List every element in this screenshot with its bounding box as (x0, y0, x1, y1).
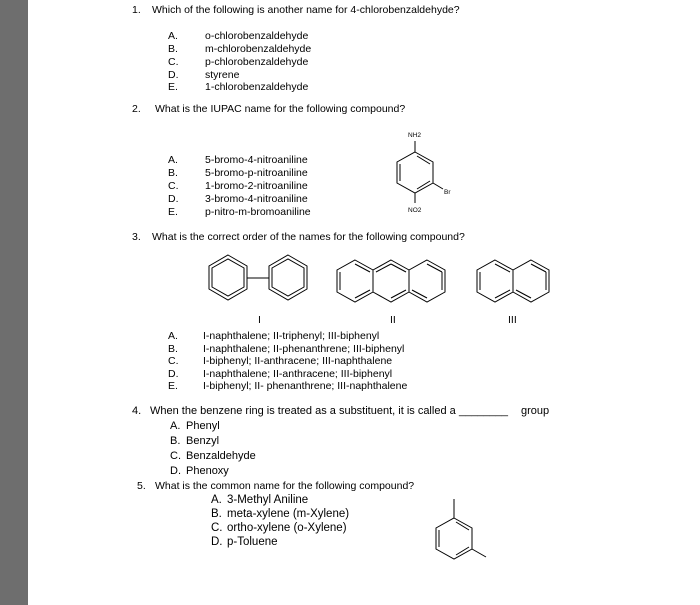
q1-option-e-letter: E. (168, 81, 178, 93)
q3-structure-iii-naphthalene (470, 252, 560, 312)
q5-option-c[interactable]: ortho-xylene (o-Xylene) (227, 522, 347, 534)
q3-option-e-letter: E. (168, 380, 178, 392)
q1-text: Which of the following is another name for 4-chlorobenzaldehyde? (152, 4, 460, 16)
q5-option-b[interactable]: meta-xylene (m-Xylene) (227, 508, 350, 520)
q4-number: 4. (132, 405, 142, 417)
q3-label-i: I (258, 314, 261, 326)
q3-option-c[interactable]: I-biphenyl; II-anthracene; III-naphthalene (203, 355, 393, 367)
left-margin-bar (0, 0, 28, 605)
q1-option-b[interactable]: m-chlorobenzaldehyde (205, 43, 312, 55)
q5-option-c-letter: C. (211, 522, 223, 534)
q2-option-a-letter: A. (168, 154, 178, 166)
q4-option-d[interactable]: Phenoxy (186, 465, 229, 477)
q4-option-c-letter: C. (170, 450, 181, 462)
q2-number: 2. (132, 103, 141, 115)
q2-option-e[interactable]: p-nitro-m-bromoaniline (205, 206, 311, 218)
q3-structure-ii-anthracene (330, 252, 460, 312)
q2-nh2-label: NH2 (408, 132, 422, 139)
q2-option-c[interactable]: 1-bromo-2-nitroaniline (205, 180, 308, 192)
q5-structure-m-xylene (420, 490, 500, 575)
q4-option-d-letter: D. (170, 465, 181, 477)
q1-option-e[interactable]: 1-chlorobenzaldehyde (205, 81, 309, 93)
q3-option-a-letter: A. (168, 330, 178, 342)
q1-option-d[interactable]: styrene (205, 69, 240, 81)
q4-option-b-letter: B. (170, 435, 181, 447)
q3-structure-i-biphenyl (195, 248, 325, 310)
q3-option-c-letter: C. (168, 355, 179, 367)
q5-number: 5. (137, 480, 146, 492)
q3-number: 3. (132, 231, 141, 243)
q5-option-a-letter: A. (211, 494, 222, 506)
q2-no2-label: NO2 (408, 207, 422, 214)
q1-option-d-letter: D. (168, 69, 179, 81)
q4-blank[interactable]: ________ (459, 405, 508, 417)
q2-option-b-letter: B. (168, 167, 178, 179)
q4-option-a-letter: A. (170, 420, 181, 432)
q4-text: When the benzene ring is treated as a substituent, it is called a (150, 405, 456, 417)
q4-option-b[interactable]: Benzyl (186, 435, 220, 447)
q3-option-d[interactable]: I-naphthalene; II-anthracene; III-biphenyl (203, 368, 393, 380)
q2-option-a[interactable]: 5-bromo-4-nitroaniline (205, 154, 308, 166)
q3-option-a[interactable]: I-naphthalene; II-triphenyl; III-biphenyl (203, 330, 380, 342)
q1-option-b-letter: B. (168, 43, 178, 55)
q2-br-label: Br (444, 189, 451, 196)
q5-text: What is the common name for the following compound? (155, 480, 415, 492)
q2-option-e-letter: E. (168, 206, 178, 218)
q2-option-d[interactable]: 3-bromo-4-nitroaniline (205, 193, 308, 205)
q1-option-c-letter: C. (168, 56, 179, 68)
q5-option-d-letter: D. (211, 536, 223, 548)
q3-option-d-letter: D. (168, 368, 179, 380)
q4-option-c[interactable]: Benzaldehyde (186, 450, 256, 462)
q2-text: What is the IUPAC name for the following compound? (155, 103, 406, 115)
q1-number: 1. (132, 4, 141, 16)
q5-option-d[interactable]: p-Toluene (227, 536, 278, 548)
q1-option-c[interactable]: p-chlorobenzaldehyde (205, 56, 309, 68)
q2-option-b[interactable]: 5-bromo-p-nitroaniline (205, 167, 308, 179)
q3-label-ii: II (390, 314, 396, 326)
q3-option-b[interactable]: I-naphthalene; II-phenanthrene; III-biphenyl (203, 343, 405, 355)
q3-label-iii: III (508, 314, 517, 326)
q2-option-d-letter: D. (168, 193, 179, 205)
q5-option-a[interactable]: 3-Methyl Aniline (227, 494, 309, 506)
q3-option-e[interactable]: I-biphenyl; II- phenanthrene; III-naphthalene (203, 380, 408, 392)
q1-option-a-letter: A. (168, 30, 178, 42)
q4-option-a[interactable]: Phenyl (186, 420, 220, 432)
q4-after-text: group (521, 405, 550, 417)
q2-option-c-letter: C. (168, 180, 179, 192)
q3-text: What is the correct order of the names for the following compound? (152, 231, 465, 243)
q3-option-b-letter: B. (168, 343, 178, 355)
q5-option-b-letter: B. (211, 508, 222, 520)
q2-structure-bromonitroaniline (380, 128, 470, 220)
q1-option-a[interactable]: o-chlorobenzaldehyde (205, 30, 309, 42)
